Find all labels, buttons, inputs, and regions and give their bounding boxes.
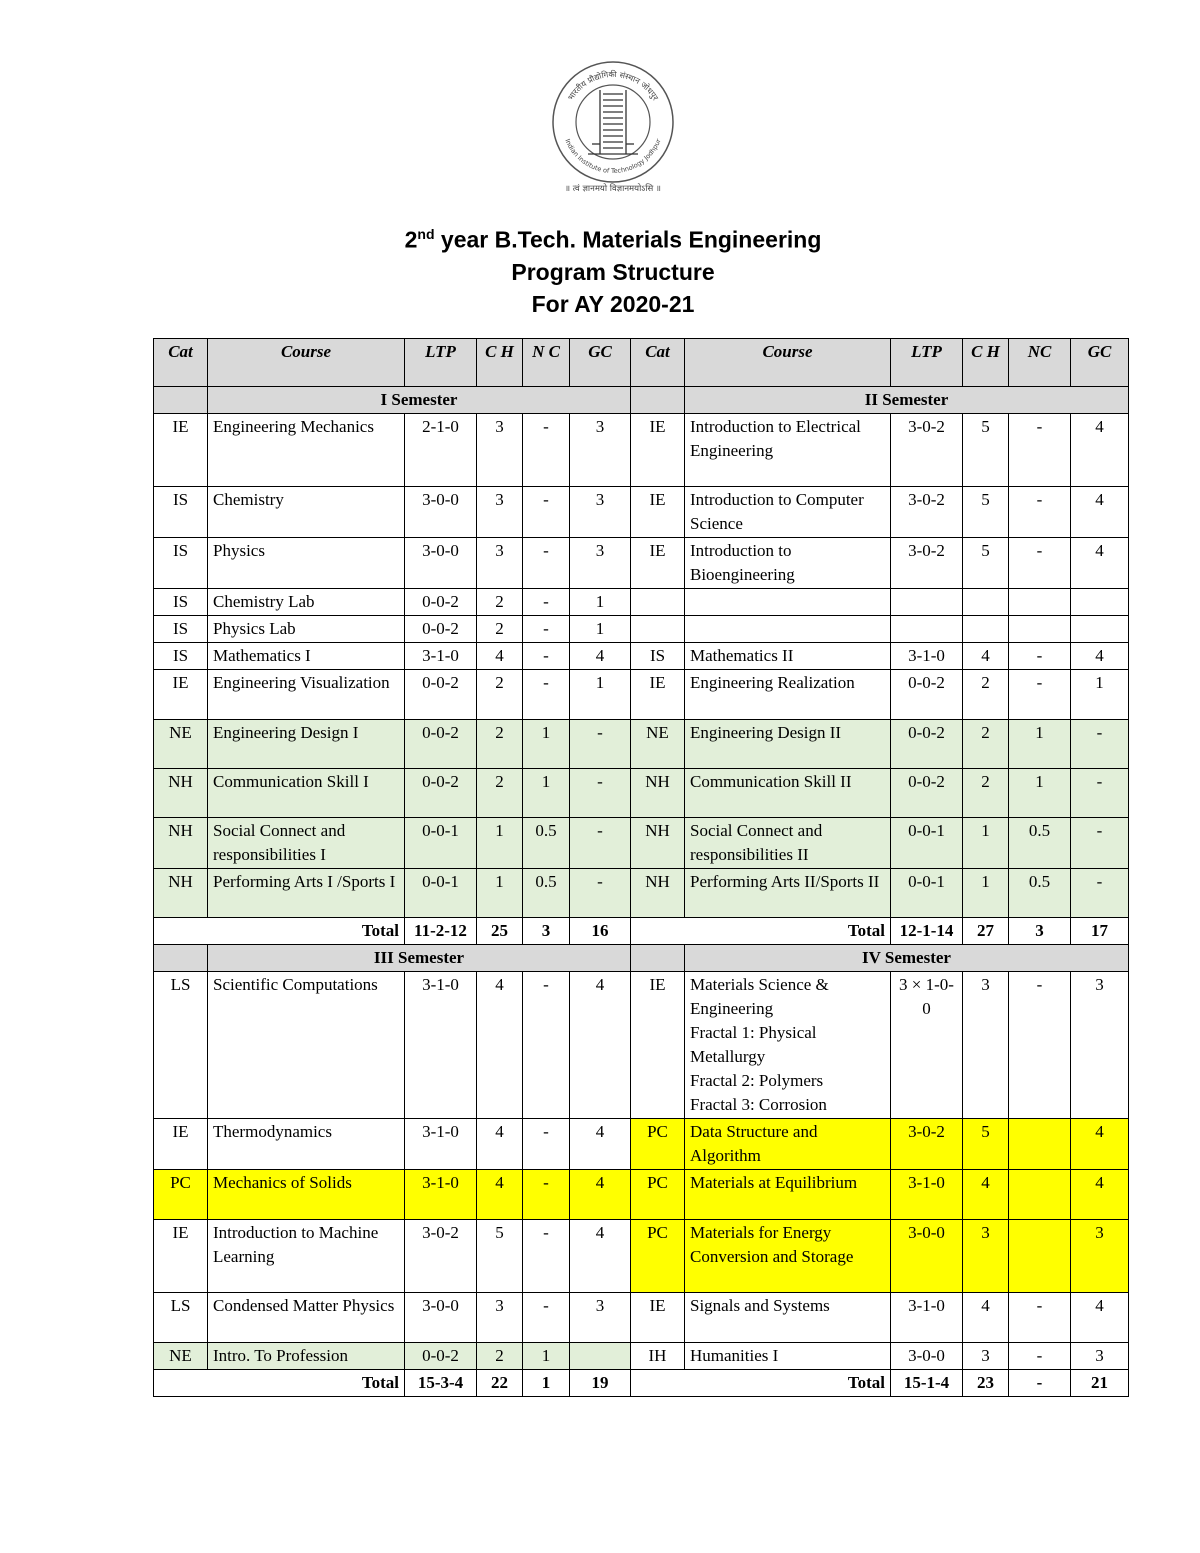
cell-nc: - [1009, 1293, 1071, 1343]
cell-course: Intro. To Profession [208, 1343, 405, 1370]
cell-course: Communication Skill I [208, 769, 405, 818]
cell-cat: NH [154, 769, 208, 818]
institute-seal [548, 60, 678, 200]
cell-gc: 4 [1071, 1170, 1129, 1220]
title-line-2: Program Structure [511, 258, 715, 285]
title-line-3: For AY 2020-21 [531, 290, 695, 317]
table-row [154, 616, 1129, 643]
cell-nc: - [523, 414, 570, 487]
cell-nc: - [523, 1170, 570, 1220]
cell-cat: IS [154, 589, 208, 616]
cell-cat: NH [154, 818, 208, 869]
cell-ltp: 0-0-2 [891, 720, 963, 769]
cell-ltp: 3-1-0 [891, 643, 963, 670]
cell-cat: PC [154, 1170, 208, 1220]
cell-cat: NH [154, 869, 208, 918]
svg-text:भारतीय प्रौद्योगिकी संस्थान जो [566, 69, 660, 103]
cell-gc [570, 1343, 631, 1370]
cell-ltp: 3-0-0 [891, 1220, 963, 1293]
cell-nc: - [523, 538, 570, 589]
cell-nc: - [1009, 643, 1071, 670]
cell-ltp: 3-1-0 [405, 1119, 477, 1170]
cell-ltp: 3-1-0 [891, 1293, 963, 1343]
cell-course: Chemistry Lab [208, 589, 405, 616]
cell-gc: 4 [1071, 414, 1129, 487]
cell-ltp: 0-0-1 [405, 869, 477, 918]
total-gc: 19 [570, 1370, 631, 1397]
cell-ltp: 0-0-2 [405, 589, 477, 616]
cell-gc: 4 [1071, 1293, 1129, 1343]
cell-nc [1009, 1220, 1071, 1293]
cell-ch: 2 [477, 1343, 523, 1370]
col-header-nc: NC [1009, 339, 1071, 387]
cell-gc: 4 [1071, 538, 1129, 589]
cell-cat: IS [631, 643, 685, 670]
table-row [154, 538, 1129, 589]
table-row [154, 869, 1129, 918]
cell-ch: 2 [477, 670, 523, 720]
cell-course: Social Connect and responsibilities II [685, 818, 891, 869]
cell-nc: - [523, 643, 570, 670]
cell-ch: 5 [963, 538, 1009, 589]
table-row [154, 1119, 1129, 1170]
col-header-course: Course [685, 339, 891, 387]
cell-ltp: 0-0-2 [891, 769, 963, 818]
col-header-nc: N C [523, 339, 570, 387]
semester-header-row [154, 387, 1129, 414]
cell-nc: - [523, 1293, 570, 1343]
cell-cat: NH [631, 869, 685, 918]
cell-ch: 4 [477, 972, 523, 1119]
cell-gc: - [1071, 720, 1129, 769]
cell-cat: IS [154, 616, 208, 643]
col-header-ltp: LTP [405, 339, 477, 387]
cell-nc: 1 [1009, 769, 1071, 818]
cell-ch: 3 [477, 538, 523, 589]
cell-ltp: 3-1-0 [891, 1170, 963, 1220]
cell-cat: IE [154, 1119, 208, 1170]
total-gc: 17 [1071, 918, 1129, 945]
cell-cat: IH [631, 1343, 685, 1370]
cell-nc: 1 [523, 769, 570, 818]
cell-gc [1071, 616, 1129, 643]
cell-course: Thermodynamics [208, 1119, 405, 1170]
cell-course: Performing Arts I /Sports I [208, 869, 405, 918]
cell-ltp: 3-0-2 [891, 1119, 963, 1170]
cell-course [685, 972, 891, 1119]
total-ltp: 15-3-4 [405, 1370, 477, 1397]
cell-ltp: 0-0-2 [891, 670, 963, 720]
cell-ch: 4 [963, 643, 1009, 670]
cell-ltp: 3-0-2 [891, 487, 963, 538]
semester-2-header: II Semester [685, 387, 1129, 414]
total-gc: 16 [570, 918, 631, 945]
cell-course: Engineering Visualization [208, 670, 405, 720]
cell-nc [1009, 1170, 1071, 1220]
cell-course: Chemistry [208, 487, 405, 538]
cell-ch [963, 616, 1009, 643]
cell-ch: 3 [963, 1220, 1009, 1293]
cell-ch: 2 [477, 589, 523, 616]
total-ch: 23 [963, 1370, 1009, 1397]
cell-nc: 0.5 [523, 818, 570, 869]
table-row [154, 720, 1129, 769]
cell-ltp [891, 589, 963, 616]
cell-ltp: 3-0-0 [405, 487, 477, 538]
total-gc: 21 [1071, 1370, 1129, 1397]
cell-ch: 3 [477, 1293, 523, 1343]
cell-cat: IE [154, 414, 208, 487]
cell-cat: NH [631, 818, 685, 869]
cell-gc: 3 [570, 414, 631, 487]
cell-course [685, 589, 891, 616]
table-row [154, 487, 1129, 538]
cell-course: Materials at Equilibrium [685, 1170, 891, 1220]
cell-cat: NH [631, 769, 685, 818]
col-header-ch: C H [963, 339, 1009, 387]
cell-ltp: 3-1-0 [405, 643, 477, 670]
cell-ch: 4 [477, 643, 523, 670]
course-name: Materials Science & Engineering [690, 975, 829, 1018]
cell-gc: 4 [570, 1119, 631, 1170]
cell-gc: - [570, 720, 631, 769]
cell-nc [1009, 589, 1071, 616]
col-header-course: Course [208, 339, 405, 387]
cell-ch: 3 [477, 414, 523, 487]
cell-ltp: 0-0-2 [405, 769, 477, 818]
cell-gc: 4 [570, 1170, 631, 1220]
cell-nc [1009, 1119, 1071, 1170]
cell-nc: - [1009, 538, 1071, 589]
cell-ltp: 3-1-0 [405, 972, 477, 1119]
cell-ltp: 2-1-0 [405, 414, 477, 487]
column-header-row [154, 339, 1129, 387]
cell-course: Mechanics of Solids [208, 1170, 405, 1220]
total-label: Total [154, 1370, 405, 1397]
col-header-ch: C H [477, 339, 523, 387]
cell-nc: - [523, 616, 570, 643]
cell-nc: - [523, 972, 570, 1119]
table-row [154, 589, 1129, 616]
total-row-sem-1-2 [154, 918, 1129, 945]
col-header-cat: Cat [631, 339, 685, 387]
semester-header-row [154, 945, 1129, 972]
cell-ltp: 0-0-2 [405, 616, 477, 643]
cell-cat: LS [154, 1293, 208, 1343]
total-label: Total [631, 1370, 891, 1397]
table-row [154, 1220, 1129, 1293]
total-ch: 22 [477, 1370, 523, 1397]
cell-course: Introduction to Computer Science [685, 487, 891, 538]
cell-gc: - [1071, 869, 1129, 918]
table-row [154, 414, 1129, 487]
cell-course: Signals and Systems [685, 1293, 891, 1343]
cell-course: Engineering Design I [208, 720, 405, 769]
cell-ch: 5 [963, 1119, 1009, 1170]
cell-gc: - [570, 769, 631, 818]
title-ordinal-number: 2 [404, 226, 418, 253]
title-line-1 [0, 218, 1200, 256]
cell-nc: 1 [1009, 720, 1071, 769]
cell-gc: - [570, 818, 631, 869]
cell-gc: 3 [1071, 1343, 1129, 1370]
cell-ltp: 0-0-1 [891, 818, 963, 869]
cell-ltp [891, 616, 963, 643]
cell-nc: - [523, 487, 570, 538]
cell-nc: - [1009, 972, 1071, 1119]
cell-ltp: 3-0-0 [891, 1343, 963, 1370]
table-row [154, 818, 1129, 869]
document-title [0, 218, 1200, 320]
cell-gc: 4 [1071, 487, 1129, 538]
cell-ch: 4 [477, 1170, 523, 1220]
cell-course: Data Structure and Algorithm [685, 1119, 891, 1170]
cell-cat: IE [631, 670, 685, 720]
svg-text:Indian Institute of Technology [563, 137, 662, 175]
cell-course: Engineering Design II [685, 720, 891, 769]
table-row [154, 972, 1129, 1119]
cell-nc [1009, 616, 1071, 643]
cell-cat: IS [154, 538, 208, 589]
total-row-sem-3-4 [154, 1370, 1129, 1397]
total-nc: 3 [1009, 918, 1071, 945]
cell-course: Communication Skill II [685, 769, 891, 818]
cell-nc: 0.5 [523, 869, 570, 918]
total-ch: 27 [963, 918, 1009, 945]
cell-gc: 3 [570, 1293, 631, 1343]
total-label: Total [631, 918, 891, 945]
cell-gc: 1 [570, 670, 631, 720]
cell-course: Introduction to Electrical Engineering [685, 414, 891, 487]
semester-3-4-rows [154, 972, 1129, 1370]
col-header-cat: Cat [154, 339, 208, 387]
cell-ch: 3 [963, 972, 1009, 1119]
table-row [154, 1170, 1129, 1220]
cell-ch: 3 [477, 487, 523, 538]
cell-course: Mathematics I [208, 643, 405, 670]
fractal-line: Fractal 3: Corrosion [690, 1095, 827, 1114]
table-row [154, 670, 1129, 720]
cell-nc: - [523, 1119, 570, 1170]
cell-ch: 5 [963, 487, 1009, 538]
cell-ch: 2 [963, 769, 1009, 818]
cell-course: Engineering Mechanics [208, 414, 405, 487]
cell-cat: LS [154, 972, 208, 1119]
total-nc: - [1009, 1370, 1071, 1397]
cell-ch: 2 [963, 670, 1009, 720]
cell-cat: IS [154, 643, 208, 670]
cell-ch: 5 [963, 414, 1009, 487]
cell-gc: - [1071, 818, 1129, 869]
cell-ltp: 3 × 1-0-0 [891, 972, 963, 1119]
cell-cat: IE [631, 972, 685, 1119]
cell-ltp: 3-1-0 [405, 1170, 477, 1220]
table-row [154, 769, 1129, 818]
total-ltp: 15-1-4 [891, 1370, 963, 1397]
cell-ch: 4 [963, 1170, 1009, 1220]
total-ltp: 11-2-12 [405, 918, 477, 945]
logo-ring-text-bottom: Indian Institute of Technology Jodhpur [563, 137, 663, 176]
semester-4-header: IV Semester [685, 945, 1129, 972]
cell-gc: 3 [570, 487, 631, 538]
cell-cat: IE [631, 414, 685, 487]
cell-cat [631, 616, 685, 643]
cell-cat: IE [154, 670, 208, 720]
cell-cat: PC [631, 1119, 685, 1170]
cell-course: Introduction to Bioengineering [685, 538, 891, 589]
cell-ch: 4 [963, 1293, 1009, 1343]
title-program-name: year B.Tech. Materials Engineering [434, 226, 822, 253]
cell-ltp: 3-0-2 [891, 414, 963, 487]
cell-nc: - [523, 589, 570, 616]
cell-ch: 2 [477, 769, 523, 818]
cell-gc: 3 [1071, 1220, 1129, 1293]
cell-cat: NE [154, 1343, 208, 1370]
table-row [154, 1293, 1129, 1343]
cell-ch: 1 [477, 869, 523, 918]
table-row [154, 1343, 1129, 1370]
logo-motto: ॥ त्वं ज्ञानमयो विज्ञानमयोऽसि ॥ [565, 184, 661, 194]
cell-ltp: 3-0-0 [405, 538, 477, 589]
cell-ltp: 0-0-2 [405, 670, 477, 720]
cell-course: Physics [208, 538, 405, 589]
cell-course [685, 616, 891, 643]
fractal-line: Fractal 2: Polymers [690, 1071, 824, 1090]
cell-cat: NE [631, 720, 685, 769]
cell-ch [963, 589, 1009, 616]
cell-ltp: 3-0-2 [405, 1220, 477, 1293]
total-nc: 3 [523, 918, 570, 945]
cell-ltp: 0-0-2 [405, 720, 477, 769]
cell-ch: 3 [963, 1343, 1009, 1370]
cell-ltp: 3-0-0 [405, 1293, 477, 1343]
total-nc: 1 [523, 1370, 570, 1397]
total-ch: 25 [477, 918, 523, 945]
cell-cat: PC [631, 1220, 685, 1293]
col-header-gc: GC [1071, 339, 1129, 387]
cell-nc: 0.5 [1009, 869, 1071, 918]
cell-gc: - [570, 869, 631, 918]
semester-1-2-rows [154, 414, 1129, 918]
col-header-gc: GC [570, 339, 631, 387]
cell-course: Scientific Computations [208, 972, 405, 1119]
cell-gc: 4 [1071, 1119, 1129, 1170]
cell-course: Physics Lab [208, 616, 405, 643]
cell-nc: - [523, 1220, 570, 1293]
cell-ch: 1 [963, 869, 1009, 918]
cell-gc: 1 [570, 589, 631, 616]
cell-nc: - [1009, 414, 1071, 487]
cell-gc: 4 [570, 972, 631, 1119]
cell-gc: 4 [1071, 643, 1129, 670]
total-label: Total [154, 918, 405, 945]
cell-cat: IE [154, 1220, 208, 1293]
cell-gc [1071, 589, 1129, 616]
cell-cat: PC [631, 1170, 685, 1220]
cell-cat: NE [154, 720, 208, 769]
semester-1-header: I Semester [208, 387, 631, 414]
cell-gc: 4 [570, 1220, 631, 1293]
table-row [154, 643, 1129, 670]
cell-course: Humanities I [685, 1343, 891, 1370]
institute-logo [548, 60, 678, 200]
cell-ltp: 0-0-2 [405, 1343, 477, 1370]
cell-nc: - [523, 670, 570, 720]
cell-course: Performing Arts II/Sports II [685, 869, 891, 918]
cell-ch: 5 [477, 1220, 523, 1293]
cell-nc: - [1009, 487, 1071, 538]
total-ltp: 12-1-14 [891, 918, 963, 945]
cell-ltp: 0-0-1 [891, 869, 963, 918]
cell-course: Materials for Energy Conversion and Storage [685, 1220, 891, 1293]
cell-ch: 1 [477, 818, 523, 869]
cell-nc: - [1009, 1343, 1071, 1370]
cell-ltp: 0-0-1 [405, 818, 477, 869]
cell-cat: IS [154, 487, 208, 538]
cell-ch: 2 [477, 616, 523, 643]
cell-course: Engineering Realization [685, 670, 891, 720]
semester-3-header: III Semester [208, 945, 631, 972]
cell-gc: 4 [570, 643, 631, 670]
cell-gc: 1 [570, 616, 631, 643]
cell-cat: IE [631, 487, 685, 538]
cell-ch: 2 [963, 720, 1009, 769]
cell-course: Social Connect and responsibilities I [208, 818, 405, 869]
cell-nc: - [1009, 670, 1071, 720]
cell-ltp: 3-0-2 [891, 538, 963, 589]
program-structure-table [153, 338, 1129, 1397]
cell-nc: 1 [523, 720, 570, 769]
cell-cat: IE [631, 1293, 685, 1343]
cell-cat: IE [631, 538, 685, 589]
cell-course: Introduction to Machine Learning [208, 1220, 405, 1293]
cell-gc: - [1071, 769, 1129, 818]
cell-ch: 1 [963, 818, 1009, 869]
cell-nc: 0.5 [1009, 818, 1071, 869]
cell-ch: 4 [477, 1119, 523, 1170]
cell-ch: 2 [477, 720, 523, 769]
cell-course: Mathematics II [685, 643, 891, 670]
col-header-ltp: LTP [891, 339, 963, 387]
cell-cat [631, 589, 685, 616]
cell-nc: 1 [523, 1343, 570, 1370]
logo-ring-text-top: भारतीय प्रौद्योगिकी संस्थान जोधपुर [566, 69, 660, 102]
title-ordinal-suffix: nd [417, 226, 435, 242]
cell-gc: 3 [570, 538, 631, 589]
cell-gc: 3 [1071, 972, 1129, 1119]
cell-gc: 1 [1071, 670, 1129, 720]
fractal-line: Fractal 1: Physical Metallurgy [690, 1023, 817, 1066]
cell-course: Condensed Matter Physics [208, 1293, 405, 1343]
